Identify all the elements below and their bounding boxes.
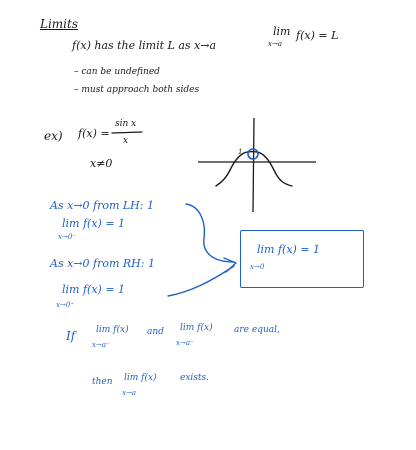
bullet-both-sides: – must approach both sides [74,85,200,95]
fraction-bar [112,132,142,133]
arrow-left-hand [186,204,234,262]
example-func: f(x) = [78,127,110,140]
then-word: then [92,377,113,387]
rule-lim1: lim f(x) [96,325,129,335]
example-condition: x≠0 [90,157,113,170]
definition-expr: f(x) = L [296,29,339,42]
left-hand-sentence: As x→0 from LH: 1 [50,199,154,212]
rule-and: and [147,327,164,337]
graph-point-label: 1 [238,148,243,156]
definition-lim-sub: x→a [268,40,282,48]
bullet-undefined: – can be undefined [74,67,160,77]
then-tail: exists. [180,373,209,383]
example-label: ex) [44,129,63,143]
rule-lim2: lim f(x) [180,323,213,333]
conclusion-lim-sub: x→0 [250,263,265,271]
definition-lim: lim [273,25,291,38]
right-hand-sentence: As x→0 from RH: 1 [50,257,155,270]
right-hand-lim-sub: x→0⁺ [56,301,74,309]
arrow-right-hand [168,266,234,296]
rule-sub1: x→a⁻ [92,341,110,349]
left-hand-lim: lim f(x) = 1 [62,217,126,230]
conclusion-lim: lim f(x) = 1 [257,243,321,256]
definition-sentence: f(x) has the limit L as x→a [72,39,217,52]
example-numerator: sin x [115,119,137,129]
graph-y-axis [253,118,254,212]
rule-if: If [66,329,76,343]
left-hand-lim-sub: x→0⁻ [58,233,76,241]
then-sub: x→a [122,389,136,397]
heading-limits: Limits [40,17,79,31]
example-denominator: x [123,136,129,146]
arrow-head [224,258,236,272]
then-lim: lim f(x) [124,373,157,383]
rule-tail: are equal, [234,325,280,335]
right-hand-lim: lim f(x) = 1 [62,283,126,296]
rule-sub2: x→a⁻ [176,339,194,347]
